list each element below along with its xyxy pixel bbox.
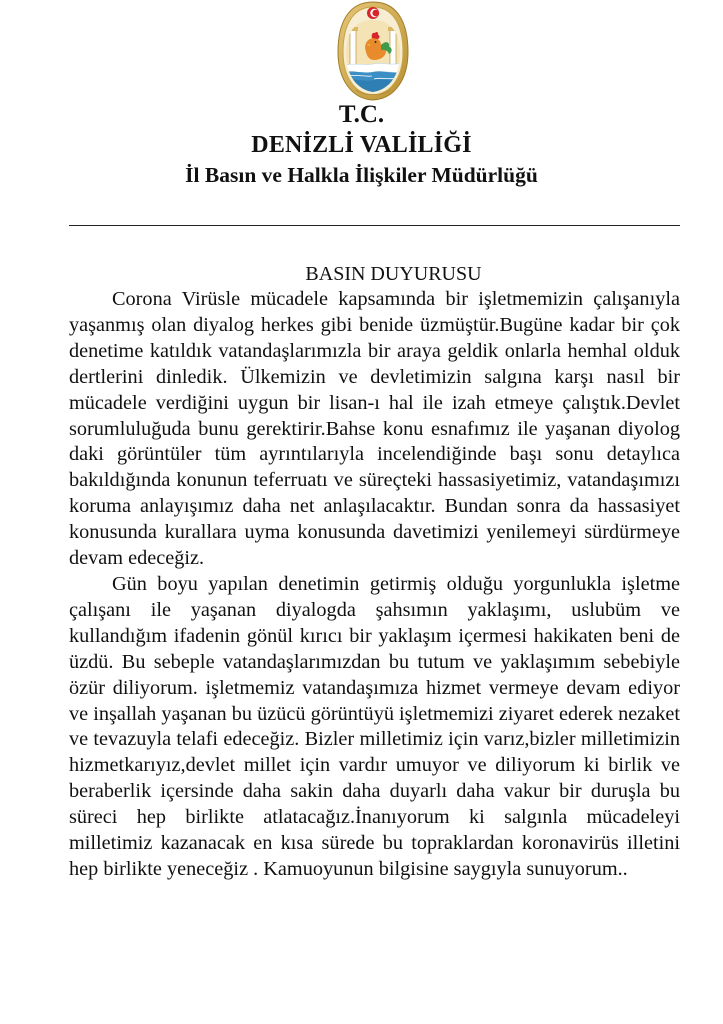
document-title: BASIN DUYURUSU bbox=[305, 263, 482, 285]
header-directorate: İl Basın ve Halkla İlişkiler Müdürlüğü bbox=[185, 163, 538, 187]
header-tc: T.C. bbox=[338, 101, 385, 128]
header-governorship: DENİZLİ VALİLİĞİ bbox=[251, 132, 472, 158]
header-divider bbox=[69, 225, 680, 226]
document-body bbox=[69, 287, 680, 883]
body-paragraph-2: Gün boyu yapılan denetimin getirmiş olduğu yorgunlukla işletme çalışanı ile yaşanan diyalogda şahsımın yaklaşımı, uslubüm ve kullandığım ifadenin gönül kırıcı bir yaklaşım içermesi hakikaten beni de üzdü. Bu sebeple vatandaşlarımızdan bu tutum ve yaklaşımım sebebiyle özür diliyorum. işletmemiz vatandaşımıza hizmet vermeye devam ediyor ve inşallah yaşanan bu üzücü görüntüyü işletmemizi ziyaret ederek nezaket ve tevazuyla telafi edeceğiz. Bizler milletimiz için varız,bizler milletimizin hizmetkarıyız,devlet millet için vardır umuyor ve diliyorum ki birlik ve beraberlik içersinde daha sakin daha duyarlı daha vakur bir duruşla bu süreci hep birlikte atlatacağız.İnanıyorum ki salgınla mücadeleyi milletimiz kazanacak en kısa sürede bu topraklardan koronavirüs illetini hep birlikte yeneceğiz . Kamuoyunun bilgisine saygıyla sunuyorum.. bbox=[69, 572, 681, 880]
body-paragraph-1: Corona Virüsle mücadele kapsamında bir işletmemizin çalışanıyla yaşanmış olan diyalog herkes gibi benide üzmüştür.Bugüne kadar bir çok denetime katıldık vatandaşlarımızla bir araya geldik onlarla hemhal olduk dertlerini dinledik. Ülkemizin ve devletimizin salgına karşı nasıl bir mücadele verdiğini uygun bir lisan-ı hal ile izah etmeye çalıştık.Devlet sorumluluğuda bunu gerektirir.Bahse konu esnafımız ile yaşanan diyolog daki görüntüler tüm ayrıntılarıyla incelendiğinde başı sonu detaylıca bakıldığında konunun teferruatı ve süreçteki hassasiyetimiz, vatandaşımızı koruma anlayışımız daha net anlaşılacaktır. Bundan sonra da hassasiyet konusunda kurallara uyma konusunda davetimizi yenilemeyi sürdürmeye devam edeceğiz. bbox=[69, 288, 680, 570]
denizli-valiligi-seal-icon bbox=[336, 0, 410, 102]
